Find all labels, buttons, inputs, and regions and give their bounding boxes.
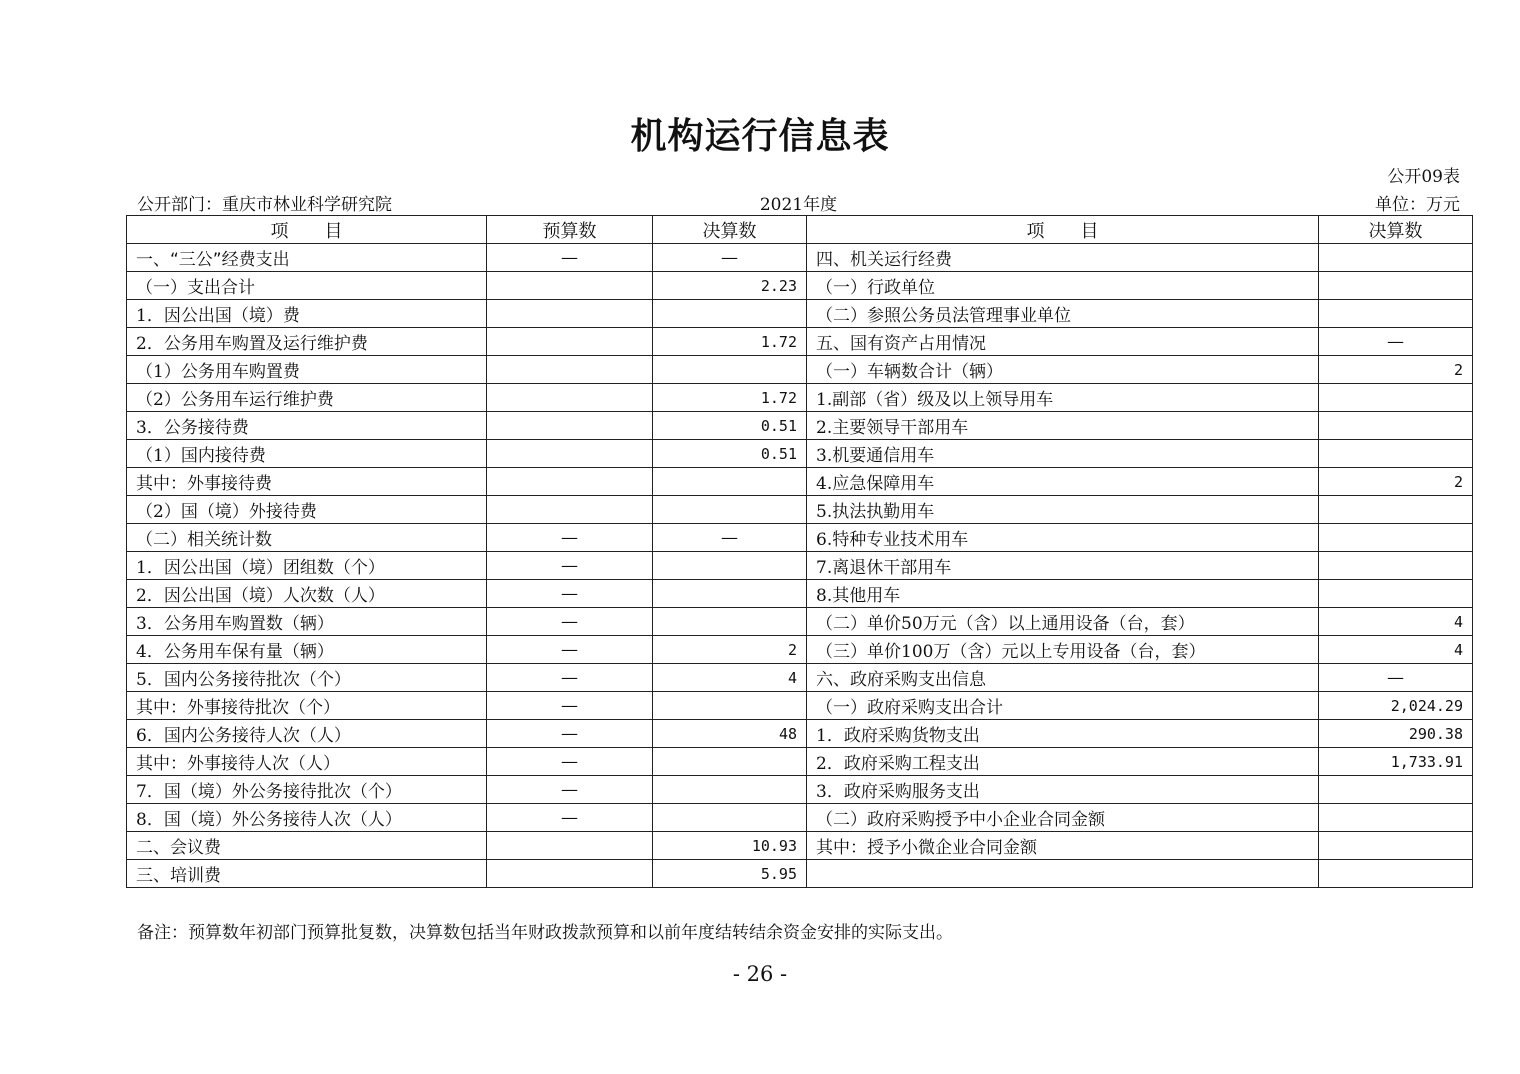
left-final-cell: 1.72 [653,384,807,412]
left-item-cell: 7．国（境）外公务接待批次（个） [127,776,487,804]
right-item-cell: 五、国有资产占用情况 [807,328,1319,356]
left-budget-cell: — [487,580,653,608]
right-item-cell: 其中：授予小微企业合同金额 [807,832,1319,860]
right-item-cell: 3．政府采购服务支出 [807,776,1319,804]
right-item-cell: 1.副部（省）级及以上领导用车 [807,384,1319,412]
left-final-cell [653,580,807,608]
table-row [127,272,1473,300]
table-row [127,776,1473,804]
table-row [127,804,1473,832]
right-final-cell [1319,244,1473,272]
left-final-cell: 4 [653,664,807,692]
left-item-cell: 一、“三公”经费支出 [127,244,487,272]
table-row [127,440,1473,468]
left-budget-cell [487,328,653,356]
left-item-cell: 2．公务用车购置及运行维护费 [127,328,487,356]
left-budget-cell [487,272,653,300]
left-final-cell [653,300,807,328]
left-item-cell: 6．国内公务接待人次（人） [127,720,487,748]
footnote: 备注：预算数年初部门预算批复数，决算数包括当年财政拨款预算和以前年度结转结余资金安排的实际支出。 [137,923,953,943]
left-final-cell: 2.23 [653,272,807,300]
table-row [127,860,1473,888]
right-final-cell [1319,580,1473,608]
left-final-cell: 0.51 [653,440,807,468]
right-item-cell: 8.其他用车 [807,580,1319,608]
fiscal-year-label: 2021年度 [759,195,838,215]
right-final-cell: 4 [1319,608,1473,636]
left-final-cell [653,804,807,832]
right-item-cell: 4.应急保障用车 [807,468,1319,496]
left-final-cell [653,468,807,496]
left-item-cell: 其中：外事接待人次（人） [127,748,487,776]
table-row [127,664,1473,692]
left-item-cell: （1）公务用车购置费 [127,356,487,384]
right-final-cell [1319,804,1473,832]
left-item-cell: 3．公务用车购置数（辆） [127,608,487,636]
left-item-cell: 8．国（境）外公务接待人次（人） [127,804,487,832]
left-final-cell: 10.93 [653,832,807,860]
right-final-cell [1319,384,1473,412]
right-item-cell: （一）政府采购支出合计 [807,692,1319,720]
left-item-cell: 5．国内公务接待批次（个） [127,664,487,692]
left-budget-cell [487,440,653,468]
left-item-cell: （一）支出合计 [127,272,487,300]
left-final-cell: — [653,244,807,272]
table-row [127,468,1473,496]
right-item-cell: 3.机要通信用车 [807,440,1319,468]
left-budget-cell: — [487,692,653,720]
left-budget-cell [487,496,653,524]
right-final-cell [1319,412,1473,440]
left-budget-cell [487,860,653,888]
left-budget-cell [487,468,653,496]
table-header-row [127,216,1473,244]
col-header-left-item: 项 目 [127,216,487,244]
table-row [127,552,1473,580]
left-final-cell: 5.95 [653,860,807,888]
left-final-cell [653,552,807,580]
left-budget-cell: — [487,748,653,776]
right-item-cell: 2.主要领导干部用车 [807,412,1319,440]
right-final-cell [1319,524,1473,552]
left-final-cell [653,496,807,524]
right-final-cell [1319,776,1473,804]
unit-label: 单位：万元 [1375,195,1460,215]
operation-info-table [126,215,1473,888]
left-item-cell: 1．因公出国（境）费 [127,300,487,328]
right-final-cell [1319,496,1473,524]
left-budget-cell [487,412,653,440]
right-final-cell: 2,024.29 [1319,692,1473,720]
form-code: 公开09表 [1387,167,1460,187]
left-final-cell [653,748,807,776]
table-row [127,244,1473,272]
meta-row [137,190,1460,215]
right-item-cell: 6.特种专业技术用车 [807,524,1319,552]
left-item-cell: （2）国（境）外接待费 [127,496,487,524]
table-row [127,636,1473,664]
right-final-cell: — [1319,664,1473,692]
left-item-cell: （1）国内接待费 [127,440,487,468]
left-budget-cell: — [487,720,653,748]
table-row [127,524,1473,552]
table-row [127,692,1473,720]
table-row [127,384,1473,412]
right-item-cell: （二）参照公务员法管理事业单位 [807,300,1319,328]
right-final-cell: 1,733.91 [1319,748,1473,776]
left-budget-cell [487,384,653,412]
right-item-cell: 5.执法执勤用车 [807,496,1319,524]
department-label: 公开部门：重庆市林业科学研究院 [137,195,392,215]
right-final-cell: 290.38 [1319,720,1473,748]
table-row [127,412,1473,440]
right-item-cell: （二）政府采购授予中小企业合同金额 [807,804,1319,832]
table-row [127,496,1473,524]
right-item-cell: 7.离退休干部用车 [807,552,1319,580]
left-budget-cell [487,300,653,328]
left-budget-cell: — [487,524,653,552]
table-row [127,748,1473,776]
right-final-cell [1319,272,1473,300]
col-header-right-item: 项 目 [807,216,1319,244]
table-row [127,300,1473,328]
table-row [127,608,1473,636]
table-row [127,720,1473,748]
right-item-cell: （三）单价100万（含）元以上专用设备（台，套） [807,636,1319,664]
left-final-cell [653,776,807,804]
right-item-cell [807,860,1319,888]
col-header-left-final: 决算数 [653,216,807,244]
left-item-cell: 2．因公出国（境）人次数（人） [127,580,487,608]
left-budget-cell [487,832,653,860]
table-row [127,356,1473,384]
left-item-cell: 其中：外事接待费 [127,468,487,496]
left-final-cell: 0.51 [653,412,807,440]
page-title: 机构运行信息表 [630,116,890,157]
left-final-cell: 2 [653,636,807,664]
left-final-cell: 1.72 [653,328,807,356]
right-item-cell: 2．政府采购工程支出 [807,748,1319,776]
left-final-cell [653,692,807,720]
left-final-cell [653,608,807,636]
right-item-cell: （一）行政单位 [807,272,1319,300]
right-final-cell [1319,440,1473,468]
left-item-cell: 三、培训费 [127,860,487,888]
table-row [127,580,1473,608]
left-item-cell: （二）相关统计数 [127,524,487,552]
table-row [127,832,1473,860]
right-final-cell [1319,860,1473,888]
right-final-cell [1319,300,1473,328]
right-item-cell: 1．政府采购货物支出 [807,720,1319,748]
left-budget-cell: — [487,244,653,272]
left-budget-cell: — [487,608,653,636]
right-final-cell: — [1319,328,1473,356]
left-item-cell: （2）公务用车运行维护费 [127,384,487,412]
right-final-cell: 2 [1319,356,1473,384]
left-budget-cell: — [487,776,653,804]
left-item-cell: 二、会议费 [127,832,487,860]
page-number: - 26 - [732,962,788,986]
left-budget-cell: — [487,804,653,832]
table-body [127,244,1473,888]
left-budget-cell [487,356,653,384]
left-item-cell: 3．公务接待费 [127,412,487,440]
right-final-cell: 2 [1319,468,1473,496]
right-item-cell: （一）车辆数合计（辆） [807,356,1319,384]
left-item-cell: 4．公务用车保有量（辆） [127,636,487,664]
left-item-cell: 1．因公出国（境）团组数（个） [127,552,487,580]
left-final-cell: — [653,524,807,552]
col-header-right-final: 决算数 [1319,216,1473,244]
right-item-cell: 六、政府采购支出信息 [807,664,1319,692]
right-item-cell: （二）单价50万元（含）以上通用设备（台，套） [807,608,1319,636]
left-final-cell: 48 [653,720,807,748]
left-final-cell [653,356,807,384]
left-budget-cell: — [487,636,653,664]
left-budget-cell: — [487,664,653,692]
right-final-cell: 4 [1319,636,1473,664]
right-item-cell: 四、机关运行经费 [807,244,1319,272]
right-final-cell [1319,552,1473,580]
table-row [127,328,1473,356]
col-header-left-budget: 预算数 [487,216,653,244]
left-budget-cell: — [487,552,653,580]
left-item-cell: 其中：外事接待批次（个） [127,692,487,720]
right-final-cell [1319,832,1473,860]
